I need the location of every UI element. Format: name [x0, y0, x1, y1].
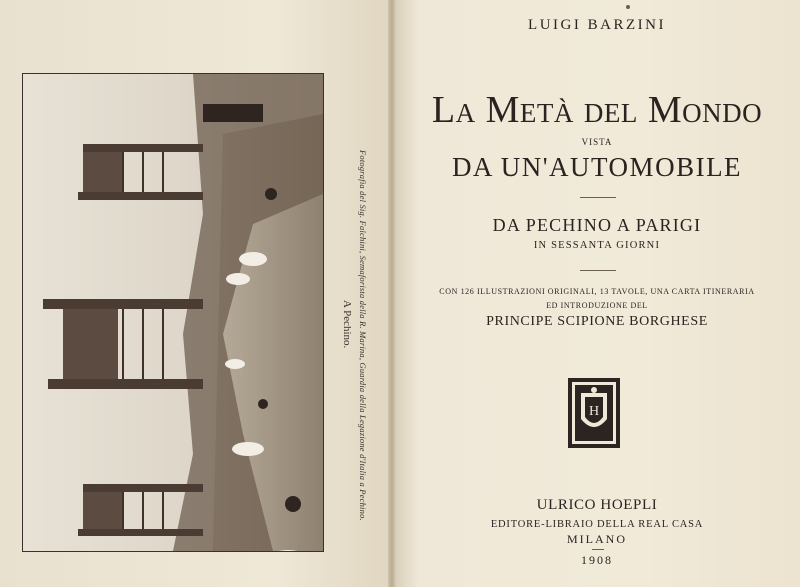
publisher-emblem [567, 377, 621, 449]
publisher-name: ULRICO HOEPLI [536, 497, 658, 513]
photo-image [23, 74, 323, 551]
divider-2 [580, 270, 616, 271]
author-name: LUIGI BARZINI [528, 17, 666, 33]
photo-plate [22, 73, 324, 552]
photo-caption-title: A Pechino. [341, 300, 353, 349]
page-mark [626, 5, 630, 9]
svg-text:H: H [588, 404, 600, 419]
title-vista: VISTA [581, 137, 613, 147]
book-subtitle: DA UN'AUTOMOBILE [451, 152, 743, 182]
book-title: La Metà del Mondo [431, 89, 763, 131]
illustrations-note: CON 126 ILLUSTRAZIONI ORIGINALI, 13 TAVOLE, UNA CARTA ITINERARIA [439, 287, 755, 296]
divider-1 [580, 197, 616, 198]
photo-caption-credit: Fotografia del Sig. Falchini, Semaforista della R. Marina, Guardia della Legazione d'Italia a Pechino. [358, 150, 368, 521]
route-duration: IN SESSANTA GIORNI [533, 240, 661, 251]
intro-author: PRINCIPE SCIPIONE BORGHESE [486, 314, 708, 329]
publication-city: MILANO [567, 532, 627, 546]
publisher-description: EDITORE-LIBRAIO DELLA REAL CASA [490, 519, 704, 530]
intro-note: ED INTRODUZIONE DEL [546, 301, 648, 310]
publication-year: 1908 [581, 553, 613, 567]
route-title: DA PECHINO A PARIGI [492, 215, 702, 235]
divider-3 [592, 549, 604, 550]
